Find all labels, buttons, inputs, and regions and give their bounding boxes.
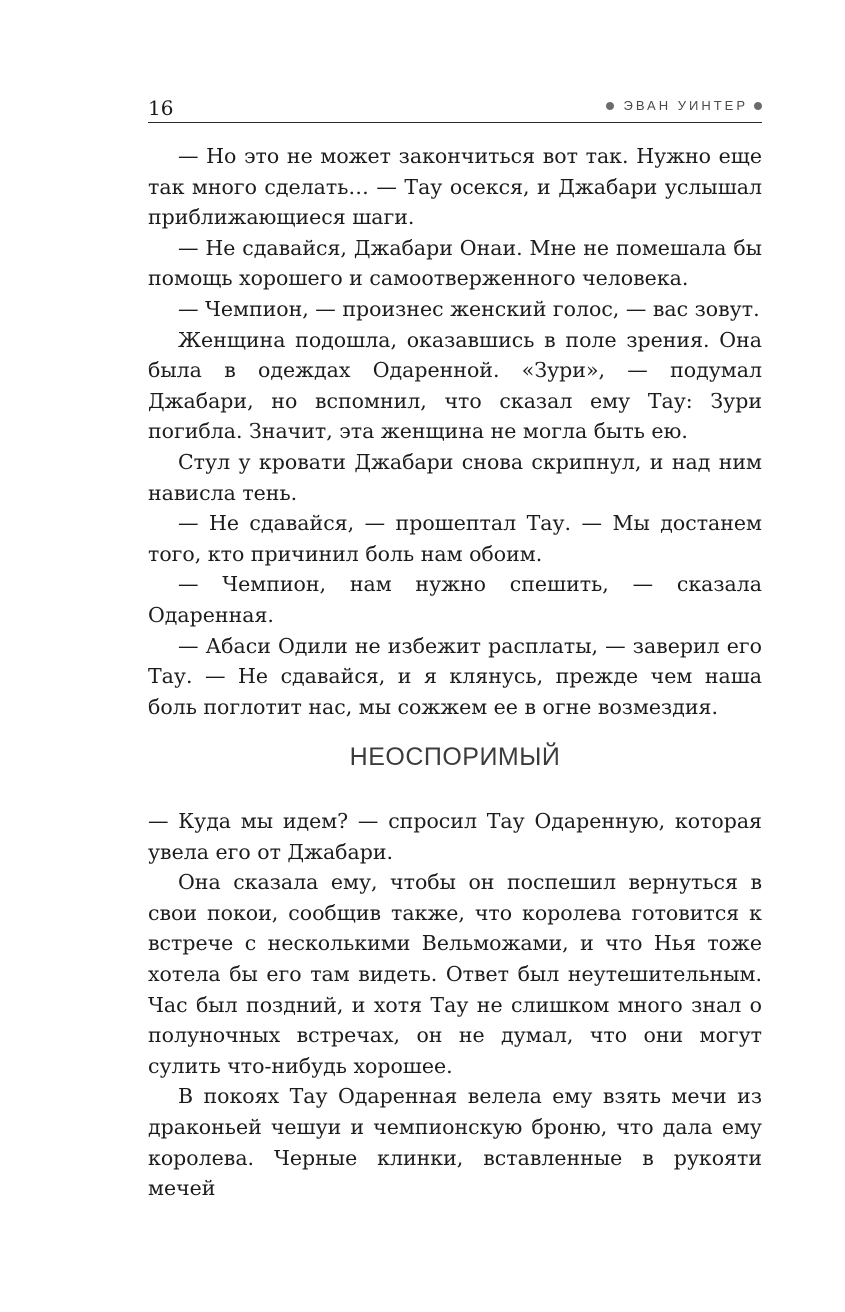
text-section-1	[148, 141, 762, 722]
paragraph: — Чемпион, нам нужно спешить, — сказала Одаренная.	[148, 572, 762, 627]
paragraph: В покоях Тау Одаренная велела ему взять мечи из драконьей чешуи и чемпионскую броню, что дала ему королева. Черные клинки, вставленные в рукояти мечей	[148, 1084, 762, 1201]
paragraph: — Чемпион, — произнес женский голос, — вас зовут.	[178, 296, 760, 321]
bullet-dot-icon	[754, 102, 762, 110]
author-line	[606, 98, 762, 113]
bullet-dot-icon	[606, 102, 614, 110]
text-section-2	[148, 806, 762, 1204]
page-number: 16	[148, 96, 174, 120]
paragraph: Женщина подошла, оказавшись в поле зрения. Она была в одеждах Одаренной. «Зури», — подумал Джабари, но вспомнил, что сказал ему Тау: Зури погибла. Значит, эта женщина не могла быть ею.	[148, 327, 762, 444]
paragraph: — Абаси Одили не избежит расплаты, — заверил его Тау. — Не сдавайся, и я клянусь, прежде чем наша боль поглотит нас, мы сожжем ее в огне возмездия.	[148, 633, 762, 719]
chapter-title: НЕОСПОРИМЫЙ	[349, 743, 561, 771]
paragraph: Она сказала ему, чтобы он поспешил вернуться в свои покои, сообщив также, что королева готовится к встрече с несколькими Вельможами, и что Нья тоже хотела бы его там видеть. Ответ был неутешительным. Час был поздний, и хотя Тау не слишком много знал о полуночных встречах, он не думал, что они могут сулить что-нибудь хорошее.	[148, 870, 762, 1078]
paragraph: — Не сдавайся, Джабари Онаи. Мне не помешала бы помощь хорошего и самоотверженного человека.	[148, 235, 762, 291]
running-head	[148, 92, 762, 120]
paragraph: — Не сдавайся, — прошептал Тау. — Мы достанем того, кто причинил боль нам обоим.	[148, 511, 762, 566]
paragraph: — Но это не может закончиться вот так. Нужно еще так много сделать… — Тау осекся, и Джабари услышал приближающиеся шаги.	[148, 144, 762, 230]
paragraph: — Куда мы идем? — спросил Тау Одаренную, которая увела его от Джабари.	[148, 809, 762, 864]
header-rule	[148, 122, 762, 123]
author-name: ЭВАН УИНТЕР	[623, 98, 748, 113]
paragraph: Стул у кровати Джабари снова скрипнул, и над ним нависла тень.	[148, 449, 762, 505]
